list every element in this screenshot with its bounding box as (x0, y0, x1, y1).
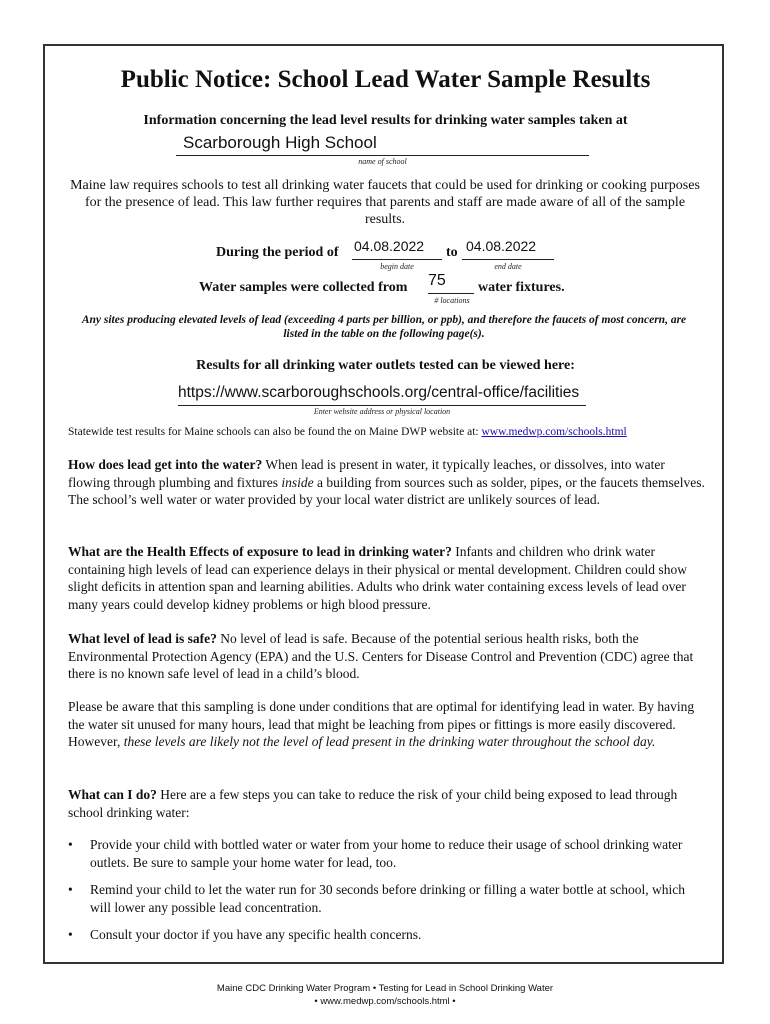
period-to-label: to (446, 245, 458, 260)
section-health-effects: What are the Health Effects of exposure to lead in drinking water? Infants and children who drink water containing high levels of lead can experience delays in their physical or mental development. Children could show slight deficits in attention span and learning abilities. Adults who drink water containing excess levels of lead over many years could develop kidney problems or high blood pressure. (68, 544, 687, 612)
end-date-underline (462, 259, 554, 260)
list-item: • Consult your doctor if you have any specific health concerns. (68, 927, 422, 943)
recommendations-list (68, 836, 708, 954)
section-safe-level: What level of lead is safe? No level of lead is safe. Because of the potential serious health risks, both the Environmental Protection Agency (EPA) and the U.S. Centers for Disease Control and Prevention (CDC) agree that there is no known safe level of lead in a child’s blood. (68, 631, 694, 682)
statewide-label: Statewide test results for Maine schools can also be found the on Maine DWP website at: (68, 426, 479, 438)
page-title: Public Notice: School Lead Water Sample Results (120, 66, 651, 93)
section-heading: What level of lead is safe? (68, 631, 217, 646)
section-heading: What are the Health Effects of exposure to lead in drinking water? (68, 544, 452, 559)
results-url-caption: Enter website address or physical location (313, 407, 451, 416)
samples-label: Water samples were collected from (199, 280, 408, 295)
bullet-icon: • (68, 882, 73, 898)
bullet-icon: • (68, 837, 73, 852)
section-sampling-conditions: Please be aware that this sampling is done under conditions that are optimal for identifying lead in water. By having the water sit unused for many hours, lead that might be leaching from pipes or fittings is more easily discovered. However, these levels are likely not the level of lead present in the drinking water throughout the school day. (68, 699, 695, 750)
footer-line-2[interactable]: • www.medwp.com/schools.html • (314, 996, 456, 1007)
section-heading: What can I do? (68, 787, 157, 802)
period-label: During the period of (216, 245, 339, 260)
school-name-caption: name of school (358, 157, 407, 166)
list-item: • Remind your child to let the water run for 30 seconds before drinking or filling a water bottle at school, which will lower any possible lead concentration. (68, 882, 685, 915)
page-footer (0, 982, 770, 1008)
results-url-underline (178, 405, 586, 406)
begin-date-field[interactable]: 04.08.2022 (354, 238, 425, 254)
footer-line-1: Maine CDC Drinking Water Program • Testing for Lead in School Drinking Water (216, 983, 554, 994)
bullet-icon: • (68, 927, 73, 943)
intro-text: Information concerning the lead level results for drinking water samples taken at (143, 113, 628, 128)
begin-date-caption: begin date (380, 262, 414, 271)
list-item: • Provide your child with bottled water or water from your home to reduce their usage of school drinking water outlets. Be sure to sample your home water for lead, too. (68, 837, 683, 870)
locations-count-caption: # locations (434, 296, 470, 305)
statewide-text (68, 426, 627, 438)
end-date-field[interactable]: 04.08.2022 (466, 238, 537, 254)
school-name-underline (176, 155, 589, 156)
section-what-can-i-do: What can I do? Here are a few steps you can take to reduce the risk of your child being exposed to lead through school drinking water: (68, 787, 678, 820)
statewide-link[interactable]: www.medwp.com/schools.html (481, 426, 627, 438)
locations-count-underline (428, 293, 474, 294)
section-heading: How does lead get into the water? (68, 457, 263, 472)
elevated-levels-note: Any sites producing elevated levels of lead (exceeding 4 parts per billion, or ppb), and therefore the faucets of most concern, are listed in the table on the following page(s). (81, 314, 687, 340)
end-date-caption: end date (494, 262, 522, 271)
results-heading: Results for all drinking water outlets tested can be viewed here: (196, 358, 575, 373)
law-text: Maine law requires schools to test all drinking water faucets that could be used for drinking or cooking purposes for the presence of lead. This law further requires that parents and staff are made aware of all of the sample results. (70, 178, 700, 227)
locations-count-field[interactable]: 75 (428, 272, 446, 289)
results-url-field[interactable]: https://www.scarboroughschools.org/central-office/facilities (178, 384, 580, 401)
school-name-field[interactable]: Scarborough High School (183, 133, 377, 152)
section-lead-source: How does lead get into the water? When lead is present in water, it typically leaches, or dissolves, into water flowing through plumbing and fixtures inside a building from sources such as solder, pipes, or the faucets themselves. The school’s well water or water provided by your local water district are unlikely sources of lead. (68, 457, 705, 508)
fixtures-label: water fixtures. (478, 280, 565, 295)
begin-date-underline (352, 259, 442, 260)
